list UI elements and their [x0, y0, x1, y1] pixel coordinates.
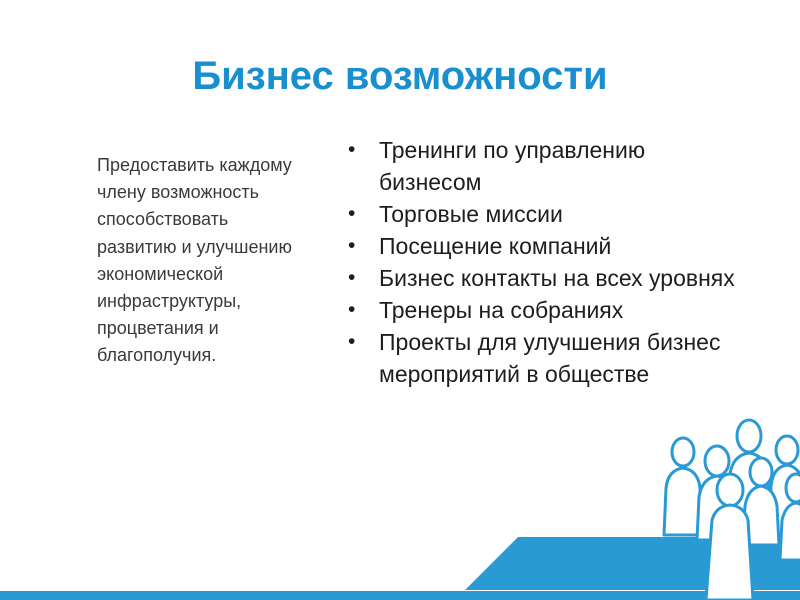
bullet-item-text: Тренинги по управлению бизнесом	[379, 137, 646, 195]
bullet-item	[348, 198, 748, 230]
bullet-icon: •	[348, 266, 356, 289]
bullet-icon: •	[348, 202, 356, 225]
bottom-stripe	[0, 591, 800, 600]
bullet-item-text: Бизнес контакты на всех уровнях	[379, 265, 735, 291]
bullet-item-text: Проекты для улучшения бизнес мероприятий в обществе	[379, 329, 721, 387]
bullet-icon: •	[348, 298, 356, 321]
bullet-icon: •	[348, 330, 356, 353]
bullet-list	[348, 134, 748, 390]
bullet-icon: •	[348, 234, 356, 257]
bullet-item-text: Тренеры на собраниях	[379, 297, 624, 323]
left-description-text: Предоставить каждому члену возможность способствовать развитию и улучшению экономической инфраструктуры, процветания и благополучия.	[97, 155, 292, 366]
bottom-wedge-shape	[465, 537, 800, 590]
bullet-item	[348, 230, 748, 262]
bullet-item	[348, 134, 748, 198]
people-silhouettes-icon	[664, 420, 800, 600]
slide-title: Бизнес возможности	[192, 54, 608, 98]
bullet-item	[348, 262, 748, 294]
bullet-icon: •	[348, 138, 356, 161]
bullet-item	[348, 326, 748, 390]
bullet-item-text: Посещение компаний	[379, 233, 612, 259]
bullet-item-text: Торговые миссии	[379, 201, 563, 227]
bullet-item	[348, 294, 748, 326]
